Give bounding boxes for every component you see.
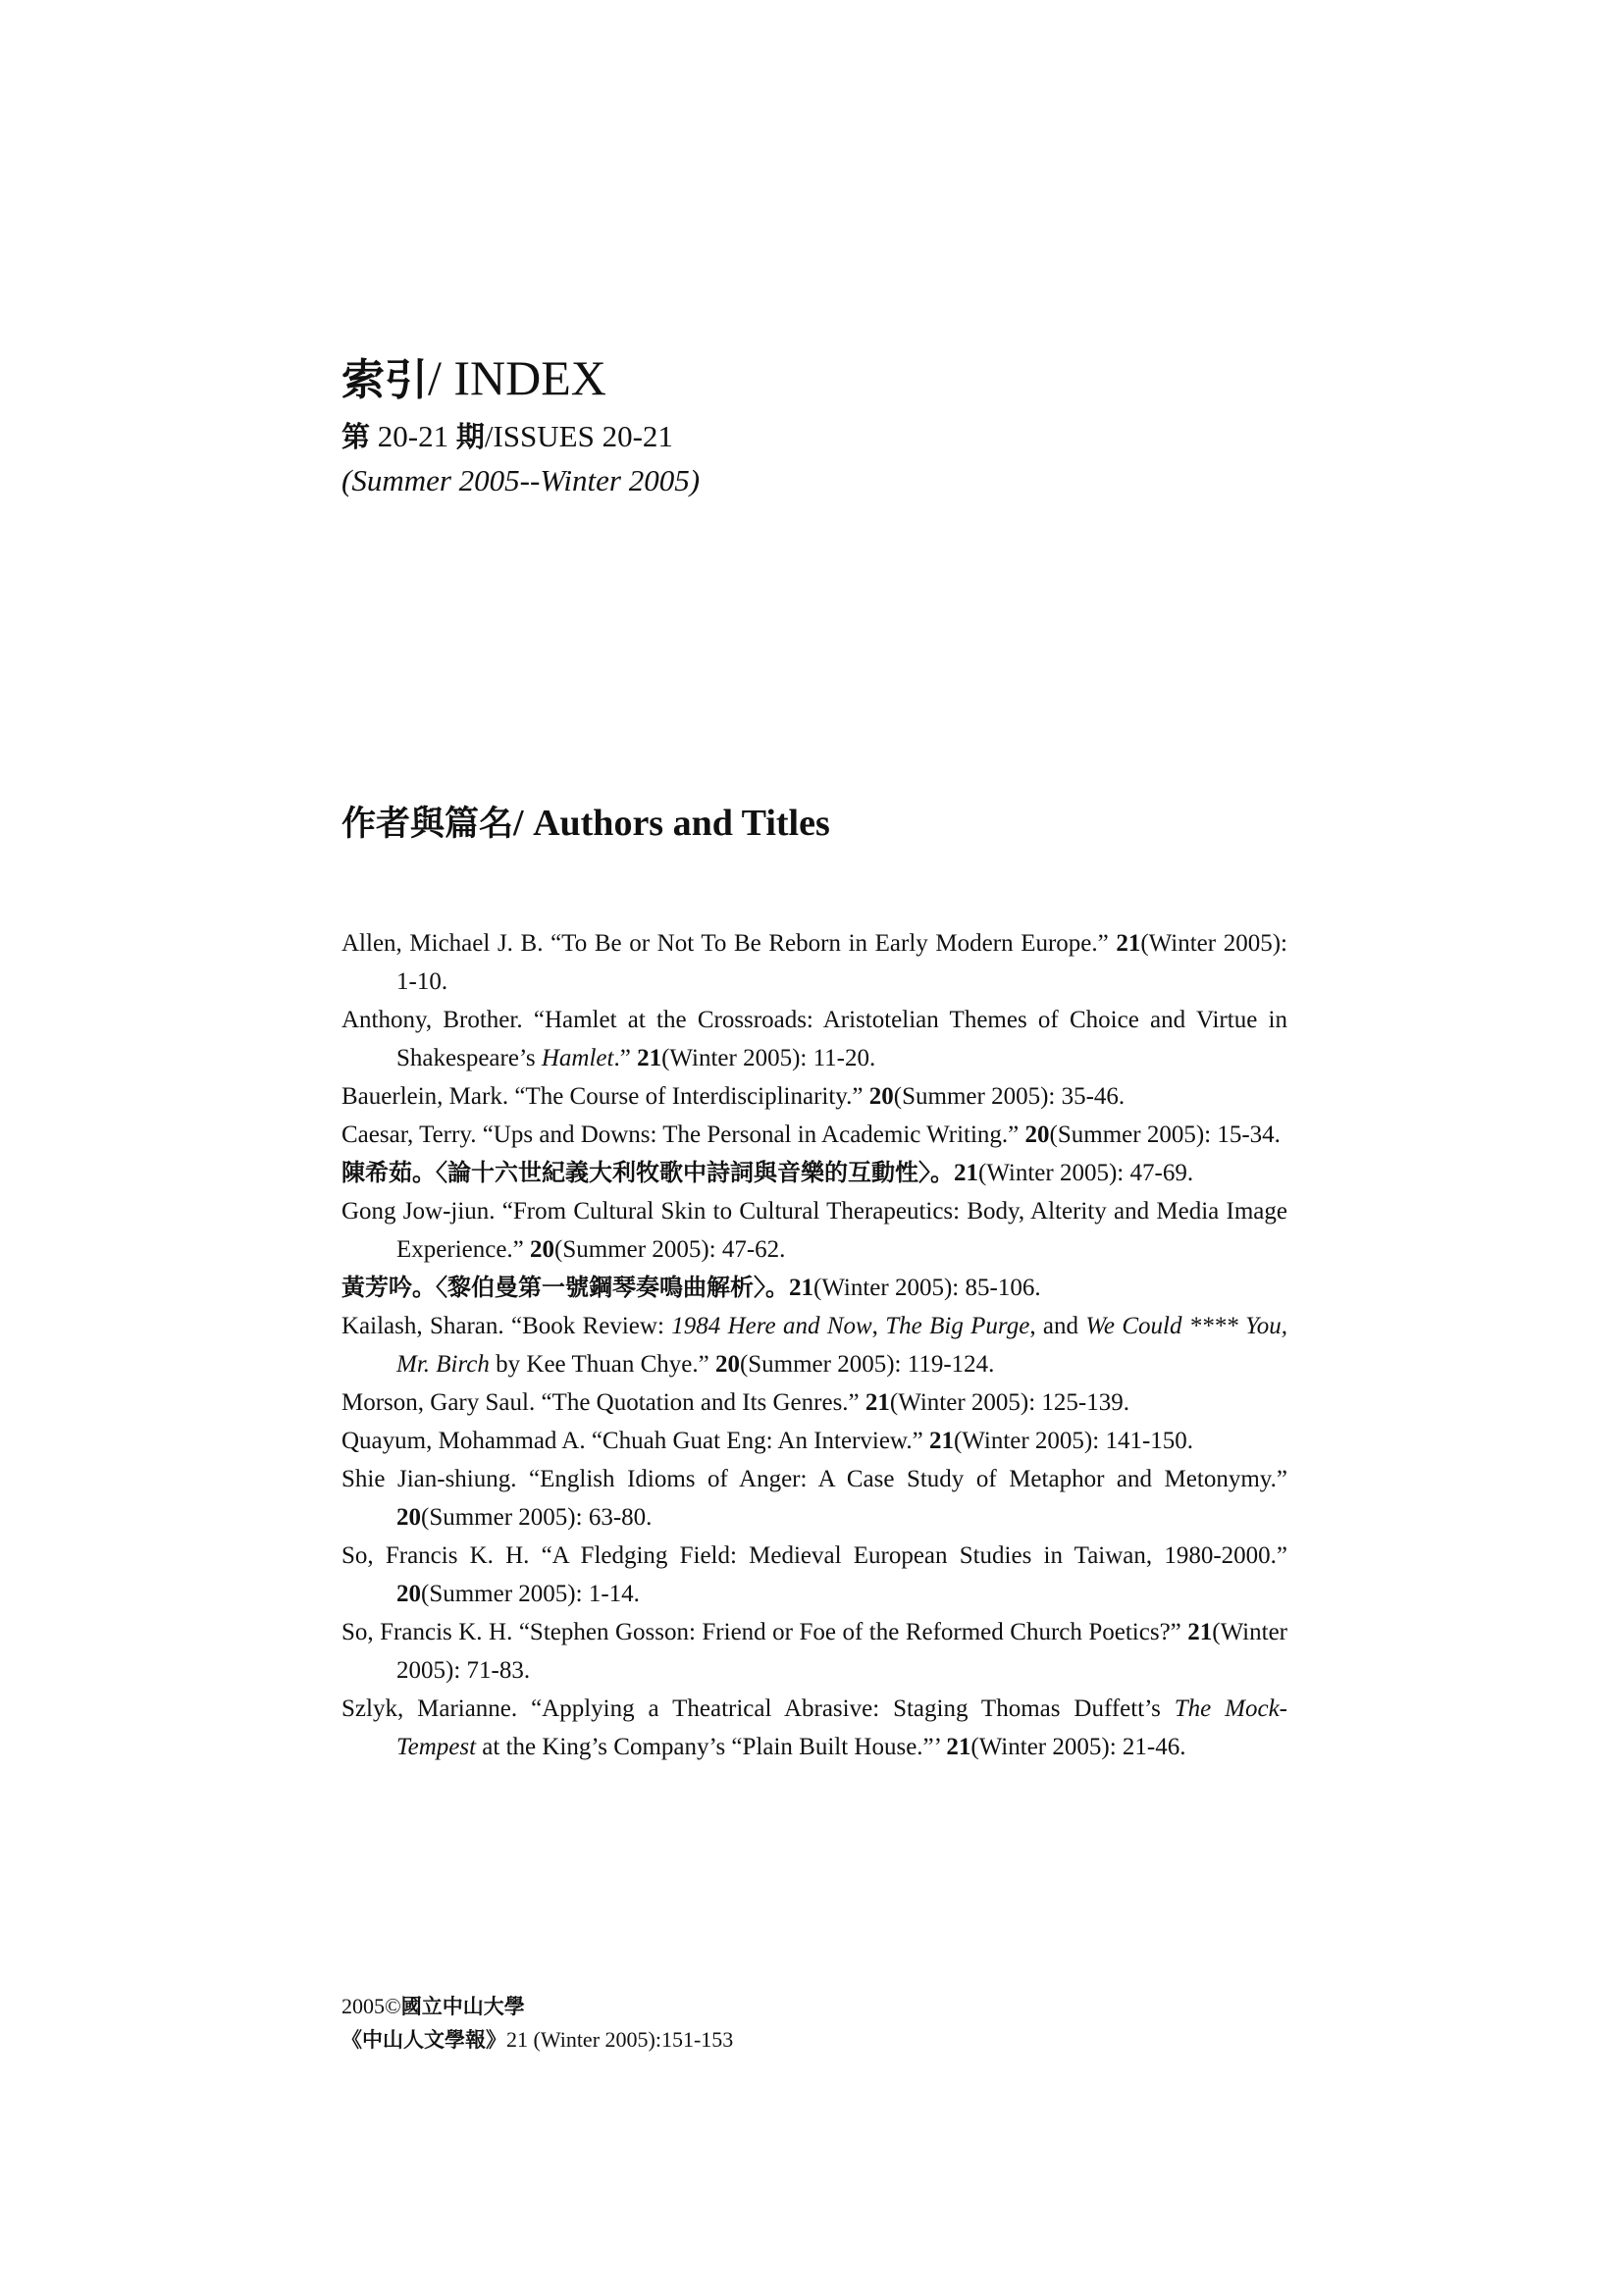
section-heading-latin: / Authors and Titles — [513, 803, 830, 844]
title-latin: / INDEX — [428, 350, 606, 405]
list-item: 黃芳吟。〈黎伯曼第一號鋼琴奏鳴曲解析〉。21(Winter 2005): 85-106. — [341, 1274, 1041, 1301]
list-item: So, Francis K. H. “Stephen Gosson: Friend or Foe of the Reformed Church Poetics?” 21(Winter 2005): 71-83. — [341, 1619, 1287, 1684]
issue-numbers: 20-21 — [370, 419, 456, 453]
list-item: Caesar, Terry. “Ups and Downs: The Personal in Academic Writing.” 20(Summer 2005): 15-34. — [341, 1121, 1281, 1148]
issue-cjk-a: 第 — [341, 420, 371, 453]
section-heading-cjk: 作者與篇名 — [341, 805, 514, 844]
page-header — [341, 348, 700, 502]
list-item: Allen, Michael J. B. “To Be or Not To Be Reborn in Early Modern Europe.” 21(Winter 2005): 1-10. — [341, 930, 1287, 995]
list-item: Anthony, Brother. “Hamlet at the Crossroads: Aristotelian Themes of Choice and Virtue in Shakespeare’s Hamlet.” 21(Winter 2005): 11-20. — [341, 1007, 1287, 1071]
section-heading — [341, 797, 830, 846]
title-cjk: 索引 — [341, 355, 428, 405]
season-range: (Summer 2005--Winter 2005) — [341, 463, 701, 497]
copyright-line: 2005©國立中山大學 — [341, 1994, 525, 2018]
list-item: Szlyk, Marianne. “Applying a Theatrical Abrasive: Staging Thomas Duffett’s The Mock-Tempest at the King’s Company’s “Plain Built House.”’ 21(Winter 2005): 21-46. — [341, 1695, 1287, 1760]
list-item: 陳希茹。〈論十六世紀義大利牧歌中詩詞與音樂的互動性〉。21(Winter 2005): 47-69. — [341, 1159, 1194, 1186]
page-title — [341, 348, 700, 410]
copyright-footer — [341, 1990, 733, 2057]
journal-citation: 《中山人文學報》21 (Winter 2005):151-153 — [341, 2027, 734, 2052]
list-item: Morson, Gary Saul. “The Quotation and Its Genres.” 21(Winter 2005): 125-139. — [341, 1389, 1129, 1416]
list-item: Bauerlein, Mark. “The Course of Interdisciplinarity.” 20(Summer 2005): 35-46. — [341, 1083, 1126, 1110]
issue-line — [341, 414, 700, 459]
list-item: Shie Jian-shiung. “English Idioms of Anger: A Case Study of Metaphor and Metonymy.” 20(Summer 2005): 63-80. — [341, 1466, 1287, 1531]
issue-latin: /ISSUES 20-21 — [484, 419, 673, 453]
list-item: Gong Jow-jiun. “From Cultural Skin to Cultural Therapeutics: Body, Alterity and Media Image Experience.” 20(Summer 2005): 47-62. — [341, 1198, 1287, 1263]
list-item: Quayum, Mohammad A. “Chuah Guat Eng: An Interview.” 21(Winter 2005): 141-150. — [341, 1428, 1194, 1454]
entry-list — [341, 924, 1287, 1766]
list-item: So, Francis K. H. “A Fledging Field: Medieval European Studies in Taiwan, 1980-2000.” 20(Summer 2005): 1-14. — [341, 1542, 1287, 1607]
issue-cjk-b: 期 — [455, 420, 485, 453]
list-item: Kailash, Sharan. “Book Review: 1984 Here and Now, The Big Purge, and We Could **** You, Mr. Birch by Kee Thuan Chye.” 20(Summer 2005): 119-124. — [341, 1313, 1288, 1378]
